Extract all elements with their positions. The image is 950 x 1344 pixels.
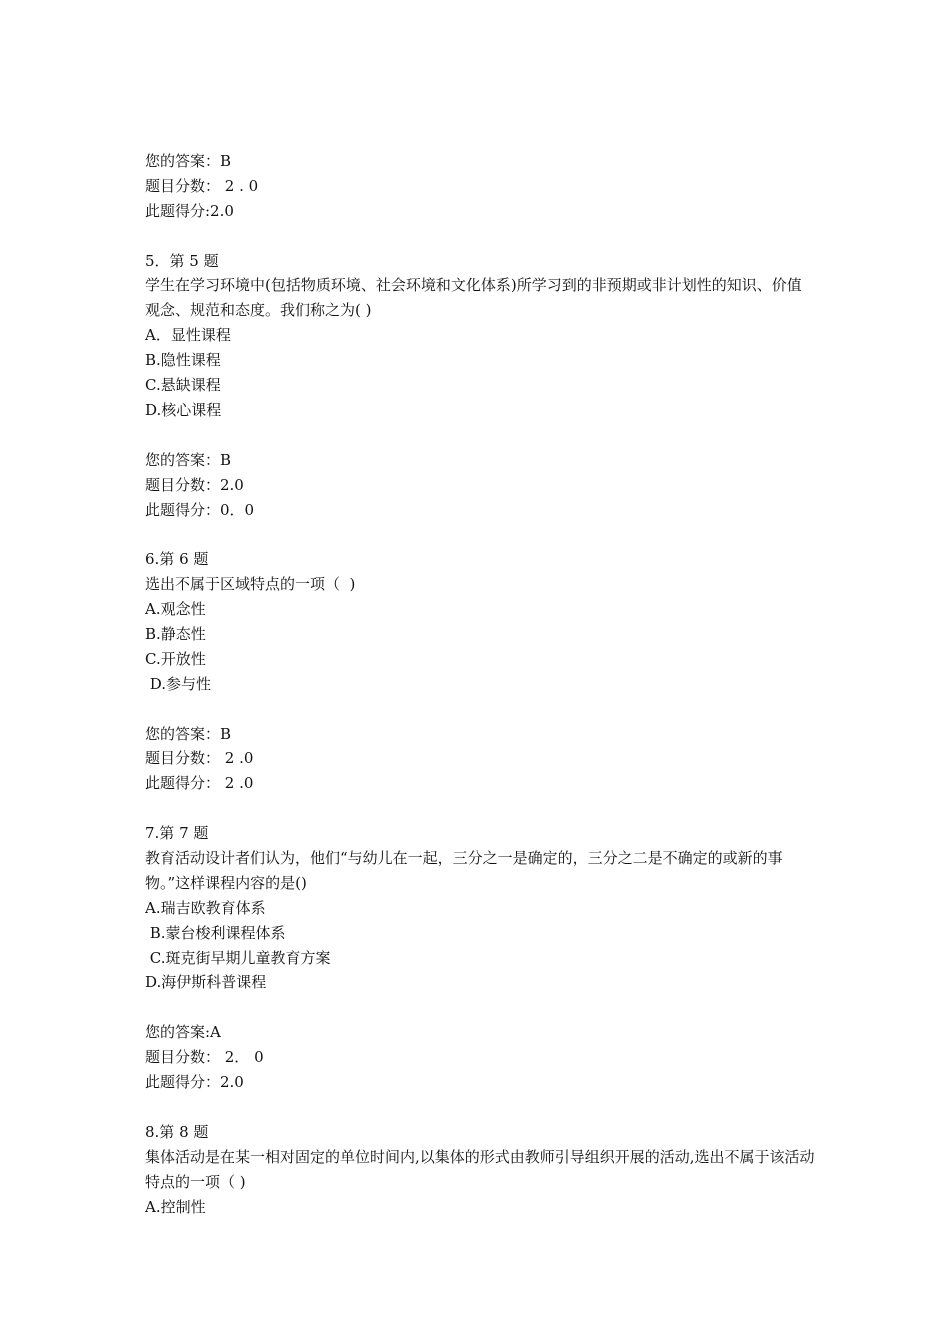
question-heading: 5．第 5 题 — [145, 251, 219, 270]
option-a: A.控制性 — [145, 1197, 206, 1216]
option-c: C.斑克街早期儿童教育方案 — [145, 948, 331, 967]
earned-score: 此题得分： 2 .0 — [145, 774, 254, 793]
option-b: B.蒙台梭利课程体系 — [145, 923, 286, 942]
question-heading: 8.第 8 题 — [145, 1122, 209, 1141]
question-heading: 6.第 6 题 — [145, 550, 209, 569]
question-stem: 集体活动是在某一相对固定的单位时间内,以集体的形式由教师引导组织开展的活动,选出不属于该活动特点的一项（ ) — [145, 1147, 815, 1191]
question-7 — [145, 821, 815, 1095]
option-c: C.悬缺课程 — [145, 376, 221, 395]
earned-score: 此题得分：2.0 — [145, 1073, 244, 1092]
option-b: B.隐性课程 — [145, 351, 221, 370]
document-page — [145, 149, 815, 1219]
question-score: 题目分数： 2 . 0 — [145, 176, 259, 195]
earned-score: 此题得分：0．0 — [145, 500, 255, 519]
earned-score: 此题得分:2.0 — [145, 201, 234, 220]
question-heading: 7.第 7 题 — [145, 824, 209, 843]
option-d: D.海伊斯科普课程 — [145, 973, 267, 992]
question-stem: 选出不属于区域特点的一项（ ) — [145, 575, 356, 594]
question-score: 题目分数： 2． 0 — [145, 1048, 264, 1067]
your-answer: 您的答案：B — [145, 450, 232, 469]
option-a: A.观念性 — [145, 600, 206, 619]
question-score: 题目分数：2.0 — [145, 475, 244, 494]
option-d: D.核心课程 — [145, 400, 222, 419]
option-d: D.参与性 — [145, 674, 212, 693]
question-stem: 学生在学习环境中(包括物质环境、社会环境和文化体系)所学习到的非预期或非计划性的知识、价值观念、规范和态度。我们称之为( ) — [145, 276, 802, 320]
question-8 — [145, 1120, 815, 1220]
option-a: A．显性课程 — [145, 326, 231, 345]
question-5 — [145, 249, 815, 523]
option-a: A.瑞吉欧教育体系 — [145, 898, 266, 917]
your-answer: 您的答案：B — [145, 724, 232, 743]
question-6 — [145, 547, 815, 796]
question-stem: 教育活动设计者们认为，他们“与幼儿在一起，三分之一是确定的，三分之二是不确定的或新的事物。”这样课程内容的是() — [145, 848, 783, 892]
question-score: 题目分数： 2 .0 — [145, 749, 254, 768]
your-answer: 您的答案：B — [145, 152, 232, 170]
option-c: C.开放性 — [145, 649, 206, 668]
q4-result — [145, 149, 815, 224]
option-b: B.静态性 — [145, 624, 206, 643]
your-answer: 您的答案:A — [145, 1023, 221, 1042]
